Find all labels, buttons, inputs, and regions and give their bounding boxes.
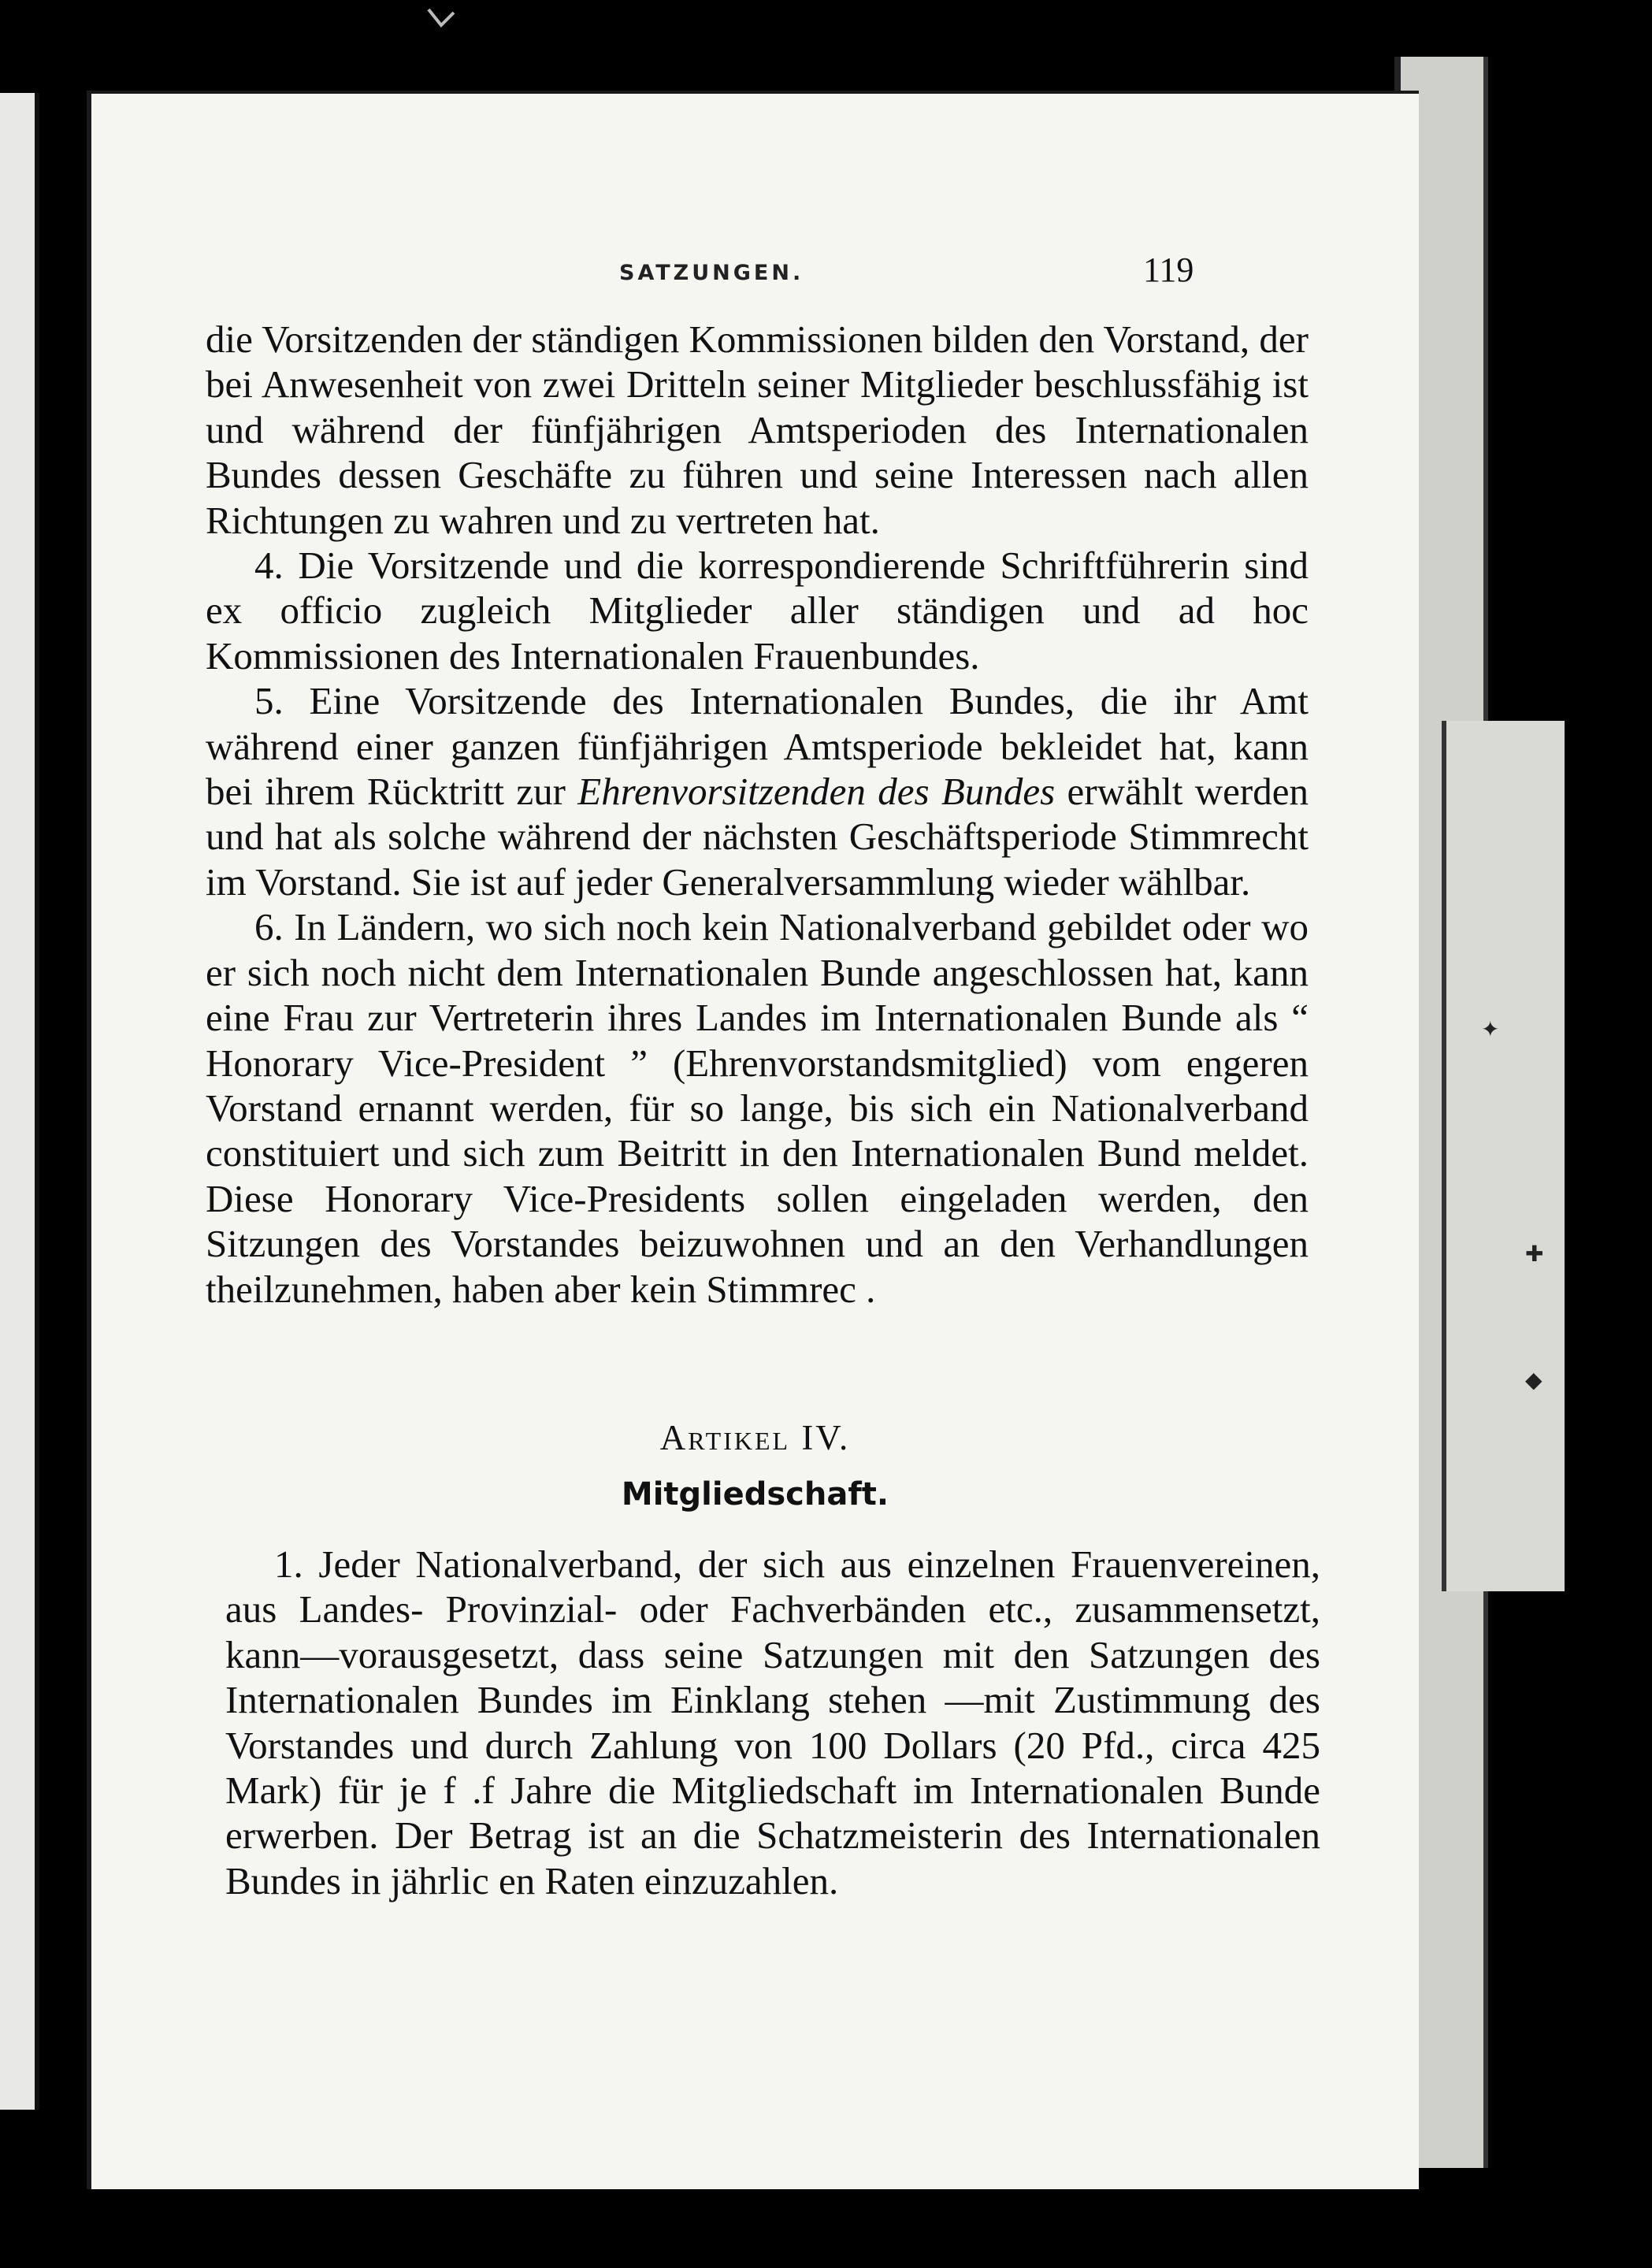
running-title: SATZUNGEN. <box>619 261 804 285</box>
facing-page-edge <box>0 93 39 2110</box>
tab-mark-icon: ✚ <box>1525 1241 1544 1267</box>
page-tab-insert <box>1442 721 1565 1591</box>
page-number: 119 <box>1143 251 1194 289</box>
tab-mark-icon: ◆ <box>1525 1367 1542 1393</box>
scan-artifact-icon <box>425 6 457 30</box>
paragraph-continuation: die Vorsitzenden der ständigen Kommissionen bilden den Vorstand, der bei Anwesenheit von zwei Dritteln seiner Mitglieder beschlussfähig ist und während der fünfjährigen Amtsperioden des Internationalen Bundes dessen Geschäfte zu führen und seine Interessen nach allen Richtungen zu wahren und zu vertreten hat. <box>206 317 1309 542</box>
text-block-upper <box>206 317 1309 1312</box>
book-page <box>87 91 1419 2189</box>
paragraph-4: 4. Die Vorsitzende und die korrespondierende Schriftführerin sind ex officio zugleich Mitglieder aller ständigen und ad hoc Kommissionen des Internationalen Frauenbundes. <box>206 544 1309 677</box>
paragraph-5 <box>206 678 1309 904</box>
article-paragraph-1: 1. Jeder Nationalverband, der sich aus einzelnen Frauenvereinen, aus Landes- Provinzial- oder Fachverbänden etc., zusammensetzt, kann—vorausgesetzt, dass seine Satzungen mit den Satzungen des Internationalen Bundes im Einklang stehen —mit Zustimmung des Vorstandes und durch Zahlung von 100 Dollars (20 Pfd., circa 425 Mark) für je f .f Jahre die Mitgliedschaft im Internationalen Bunde erwerben. Der Betrag ist an die Schatzmeisterin des Internationalen Bundes in jährlic en Raten einzuzahlen. <box>225 1542 1320 1902</box>
paragraph-6: 6. In Ländern, wo sich noch kein Nationalverband gebildet oder wo er sich noch nicht dem Internationalen Bunde angeschlossen hat, kann eine Frau zur Vertreterin ihres Landes im Internationalen Bunde als “ Honorary Vice-President ” (Ehrenvorstandsmitglied) vom engeren Vorstand ernannt werden, für so lange, bis sich ein Nationalverband constituiert und sich zum Beitritt in den Internationalen Bund meldet. Diese Honorary Vice-Presidents sollen eingeladen werden, den Sitzungen des Vorstandes beizuwohnen und an den Verhandlungen theilzunehmen, haben aber kein Stimmrec . <box>206 905 1309 1311</box>
paragraph-5-text-end: erwählt werden und hat als solche während der nächsten Geschäftsperiode Stimmrecht im Vorstand. Sie ist auf jeder Generalversammlung wieder wählbar. <box>206 770 1309 904</box>
article-heading <box>91 1417 1419 1458</box>
tab-mark-icon: ✦ <box>1481 1016 1500 1042</box>
article-label: Artikel <box>659 1418 791 1457</box>
paragraph-5-italic: Ehrenvorsitzenden des Bundes <box>577 770 1056 814</box>
article-title: Mitgliedschaft. <box>621 1476 889 1513</box>
article-number: IV. <box>801 1418 851 1457</box>
text-block-lower <box>225 1542 1320 1903</box>
paragraph-5-text: 5. Eine Vorsitzende des Internationalen Bundes, die ihr Amt während einer ganzen fünfjährigen Amtsperiode bekleidet hat, kann bei ihrem Rücktritt zur <box>206 679 1309 814</box>
